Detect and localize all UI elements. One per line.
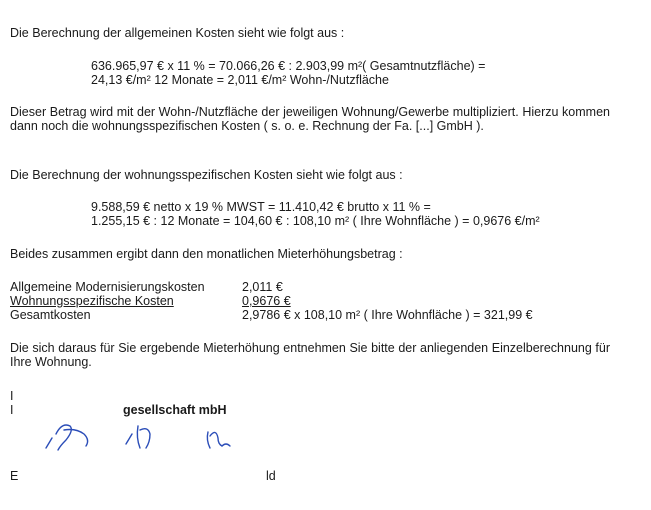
general-calculation-line-1: 636.965,97 € x 11 % = 70.066,26 € : 2.903,99 m²( Gesamtnutzfläche) = bbox=[91, 59, 486, 73]
handwritten-signature bbox=[40, 416, 250, 456]
cost-row-value: 2,011 € bbox=[242, 280, 283, 294]
signature-line-2: I bbox=[10, 403, 14, 417]
multiply-paragraph: Dieser Betrag wird mit der Wohn-/Nutzfläche der jeweiligen Wohnung/Gewerbe multipliziert. Hierzu kommen dann noch die wohnungsspezifischen Kosten ( s. o. e. Rechnung der Fa. [...] GmbH ). bbox=[10, 105, 610, 133]
cost-row-label: Wohnungsspezifische Kosten bbox=[10, 294, 174, 308]
footer-left: E bbox=[10, 469, 19, 483]
closing-paragraph: Die sich daraus für Sie ergebende Mieterhöhung entnehmen Sie bitte der anliegenden Einzelberechnung für Ihre Wohnung. bbox=[10, 341, 610, 369]
footer-right: ld bbox=[266, 469, 276, 483]
general-calculation-line-2: 24,13 €/m² 12 Monate = 2,011 €/m² Wohn-/Nutzfläche bbox=[91, 73, 389, 87]
signature-line-1: I bbox=[10, 389, 14, 403]
company-name: gesellschaft mbH bbox=[123, 403, 227, 417]
cost-row-label: Gesamtkosten bbox=[10, 308, 91, 322]
cost-row-value: 0,9676 € bbox=[242, 294, 291, 308]
intro-general-costs: Die Berechnung der allgemeinen Kosten sieht wie folgt aus : bbox=[10, 26, 345, 40]
specific-calculation-line-2: 1.255,15 € : 12 Monate = 104,60 € : 108,10 m² ( Ihre Wohnfläche ) = 0,9676 €/m² bbox=[91, 214, 540, 228]
intro-specific-costs: Die Berechnung der wohnungsspezifischen Kosten sieht wie folgt aus : bbox=[10, 168, 403, 182]
both-together-sentence: Beides zusammen ergibt dann den monatlichen Mieterhöhungsbetrag : bbox=[10, 247, 403, 261]
cost-row-value: 2,9786 € x 108,10 m² ( Ihre Wohnfläche ) = 321,99 € bbox=[242, 308, 533, 322]
cost-row-label: Allgemeine Modernisierungskosten bbox=[10, 280, 205, 294]
specific-calculation-line-1: 9.588,59 € netto x 19 % MWST = 11.410,42 € brutto x 11 % = bbox=[91, 200, 431, 214]
